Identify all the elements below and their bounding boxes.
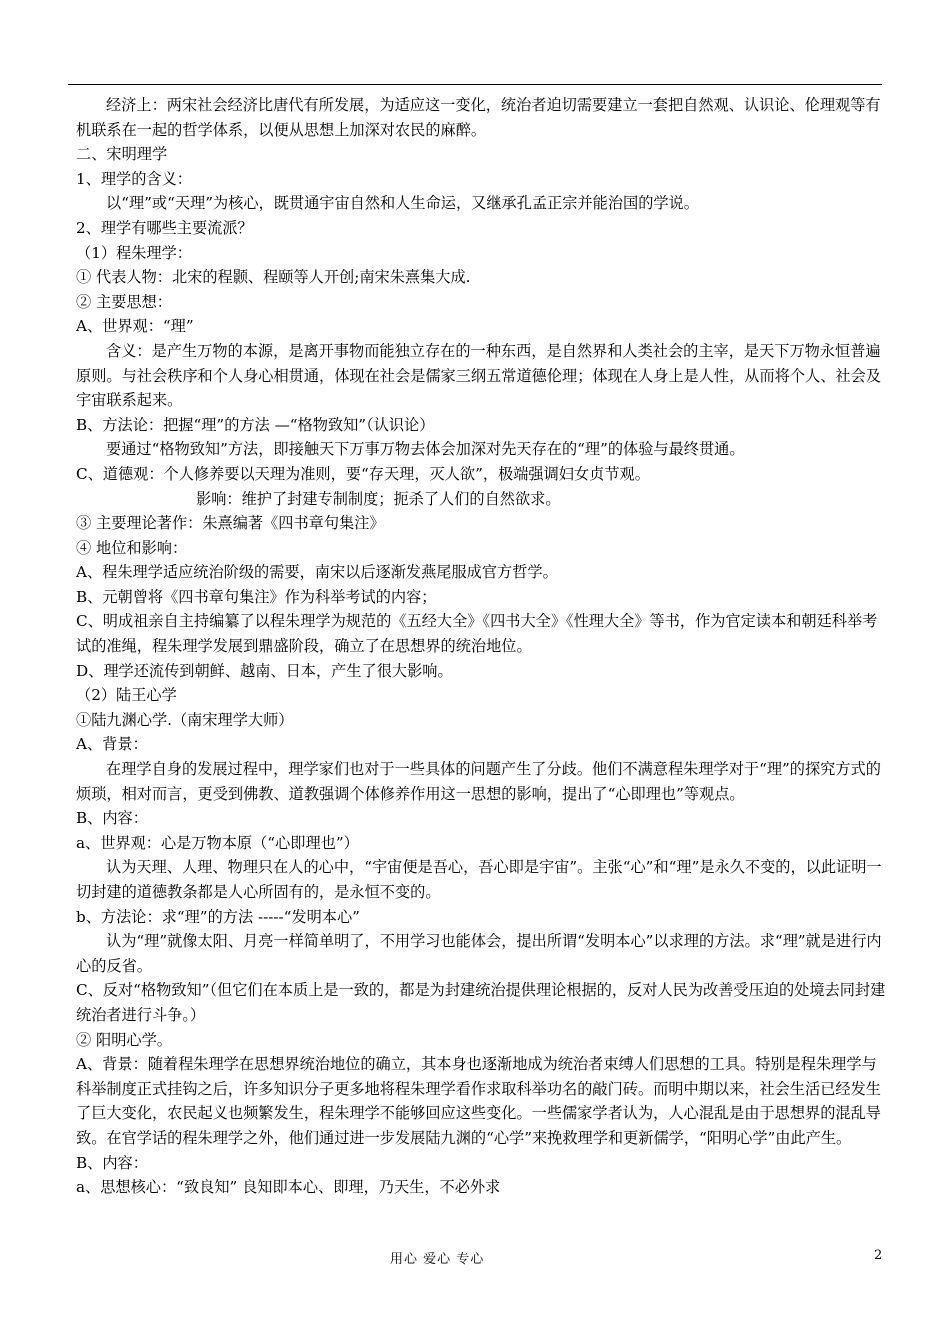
list-item: A、世界观：“理” — [76, 317, 194, 336]
list-item: B、内容： — [76, 1153, 148, 1172]
subheading: （2）陆王心学 — [76, 686, 177, 705]
list-item: a、世界观：心是万物本原（“心即理也”） — [76, 833, 359, 852]
list-item: A、程朱理学适应统治阶级的需要，南宋以后逐渐发燕尾服成官方哲学。 — [76, 563, 558, 582]
paragraph: 以“理”或“天理”为核心，既贯通宇宙自然和人生命运，又继承孔孟正宗并能治国的学说。 — [106, 194, 699, 213]
list-item: C、明成祖亲自主持编纂了以程朱理学为规范的《五经大全》《四书大全》《性理大全》等书，作为官定读本和朝廷科举考试的准绳，程朱理学发展到鼎盛阶段，确立了在思想界的统治地位。 — [76, 612, 878, 656]
list-item: ④ 地位和影响： — [76, 538, 188, 557]
paragraph: 影响：维护了封建专制制度；扼杀了人们的自然欲求。 — [196, 489, 561, 508]
list-item: B、内容： — [76, 809, 148, 828]
paragraph: 认为天理、人理、物理只在人的心中，“宇宙便是吾心，吾心即是宇宙”。主张“心”和“理”是永久不变的，以此证明一切封建的道德教条都是人心所固有的，是永恒不变的。 — [76, 858, 882, 901]
paragraph: 在理学自身的发展过程中，理学家们也对于一些具体的问题产生了分歧。他们不满意程朱理学对于“理”的探究方式的烦琐，相对而言，更受到佛教、道教强调个体修养作用这一思想的影响，提出了“心即理也”等观点。 — [76, 760, 881, 803]
paragraph: 要通过“格物致知”方法，即接触天下万事万物去体会加深对先天存在的“理”的体验与最终贯通。 — [106, 440, 745, 459]
paragraph: 认为“理”就像太阳、月亮一样简单明了，不用学习也能体会，提出所谓“发明本心”以求理的方法。求“理”就是进行内心的反省。 — [76, 932, 882, 975]
list-item: C、反对“格物致知”（但它们在本质上是一致的，都是为封建统治提供理论根据的，反对人民为改善受压迫的处境去同封建统治者进行斗争。） — [76, 981, 886, 1024]
paragraph-economy: 经济上：两宋社会经济比唐代有所发展，为适应这一变化，统治者迫切需要建立一套把自然观、认识论、伦理观等有机联系在一起的哲学体系，以便从思想上加深对农民的麻醉。 — [76, 96, 881, 139]
document-body — [76, 93, 888, 1200]
paragraph: 含义：是产生万物的本源，是离开事物而能独立存在的一种东西，是自然界和人类社会的主宰，是天下万物永恒普遍原则。与社会秩序和个人身心相贯通，体现在社会是儒家三纲五常道德伦理；体现在人身上是人性，从而将个人、社会及宇宙联系起来。 — [76, 341, 881, 410]
list-item: D、理学还流传到朝鲜、越南、日本，产生了很大影响。 — [76, 661, 453, 680]
list-item: ③ 主要理论著作：朱熹编著《四书章句集注》 — [76, 514, 385, 533]
list-item: ① 代表人物：北宋的程颢、程颐等人开创;南宋朱熹集大成. — [76, 268, 471, 287]
list-item: ①陆九渊心学.（南宋理学大师） — [76, 710, 294, 729]
list-item: ② 阳明心学。 — [76, 1030, 172, 1049]
list-item: b、方法论：求“理”的方法 -----“发明本心” — [76, 907, 360, 926]
list-item: C、道德观：个人修养要以天理为准则，要“存天理，灭人欲”，极端强调妇女贞节观。 — [76, 464, 650, 483]
subheading: 2、理学有哪些主要流派？ — [76, 218, 253, 237]
list-item: B、方法论：把握“理”的方法 —“格物致知”（认识论） — [76, 415, 435, 434]
page-number: 2 — [874, 1248, 883, 1263]
list-item: a、思想核心：“致良知” 良知即本心、即理，乃天生，不必外求 — [76, 1178, 501, 1197]
header-rule — [68, 84, 882, 85]
list-item: ② 主要思想： — [76, 292, 172, 311]
list-item: A、背景： — [76, 735, 148, 754]
list-item: A、背景：随着程朱理学在思想界统治地位的确立，其本身也逐渐地成为统治者束缚人们思想的工具。特别是程朱理学与科举制度正式挂钩之后，许多知识分子更多地将程朱理学看作求取科举功名的敲门砖。而明中期以来，社会生活已经发生了巨大变化，农民起义也频繁发生，程朱理学不能够回应这些变化。一些儒家学者认为，人心混乱是由于思想界的混乱导致。在官学话的程朱理学之外，他们通过进一步发展陆九渊的“心学”来挽救理学和更新儒学，“阳明心学”由此产生。 — [76, 1055, 881, 1147]
subheading: （1）程朱理学： — [76, 243, 192, 262]
section-heading: 二、宋明理学 — [76, 145, 168, 164]
footer-slogan: 用心 爱心 专心 — [390, 1252, 485, 1267]
list-item: B、元朝曾将《四书章句集注》作为科举考试的内容； — [76, 587, 437, 606]
subheading: 1、理学的含义： — [76, 169, 192, 188]
